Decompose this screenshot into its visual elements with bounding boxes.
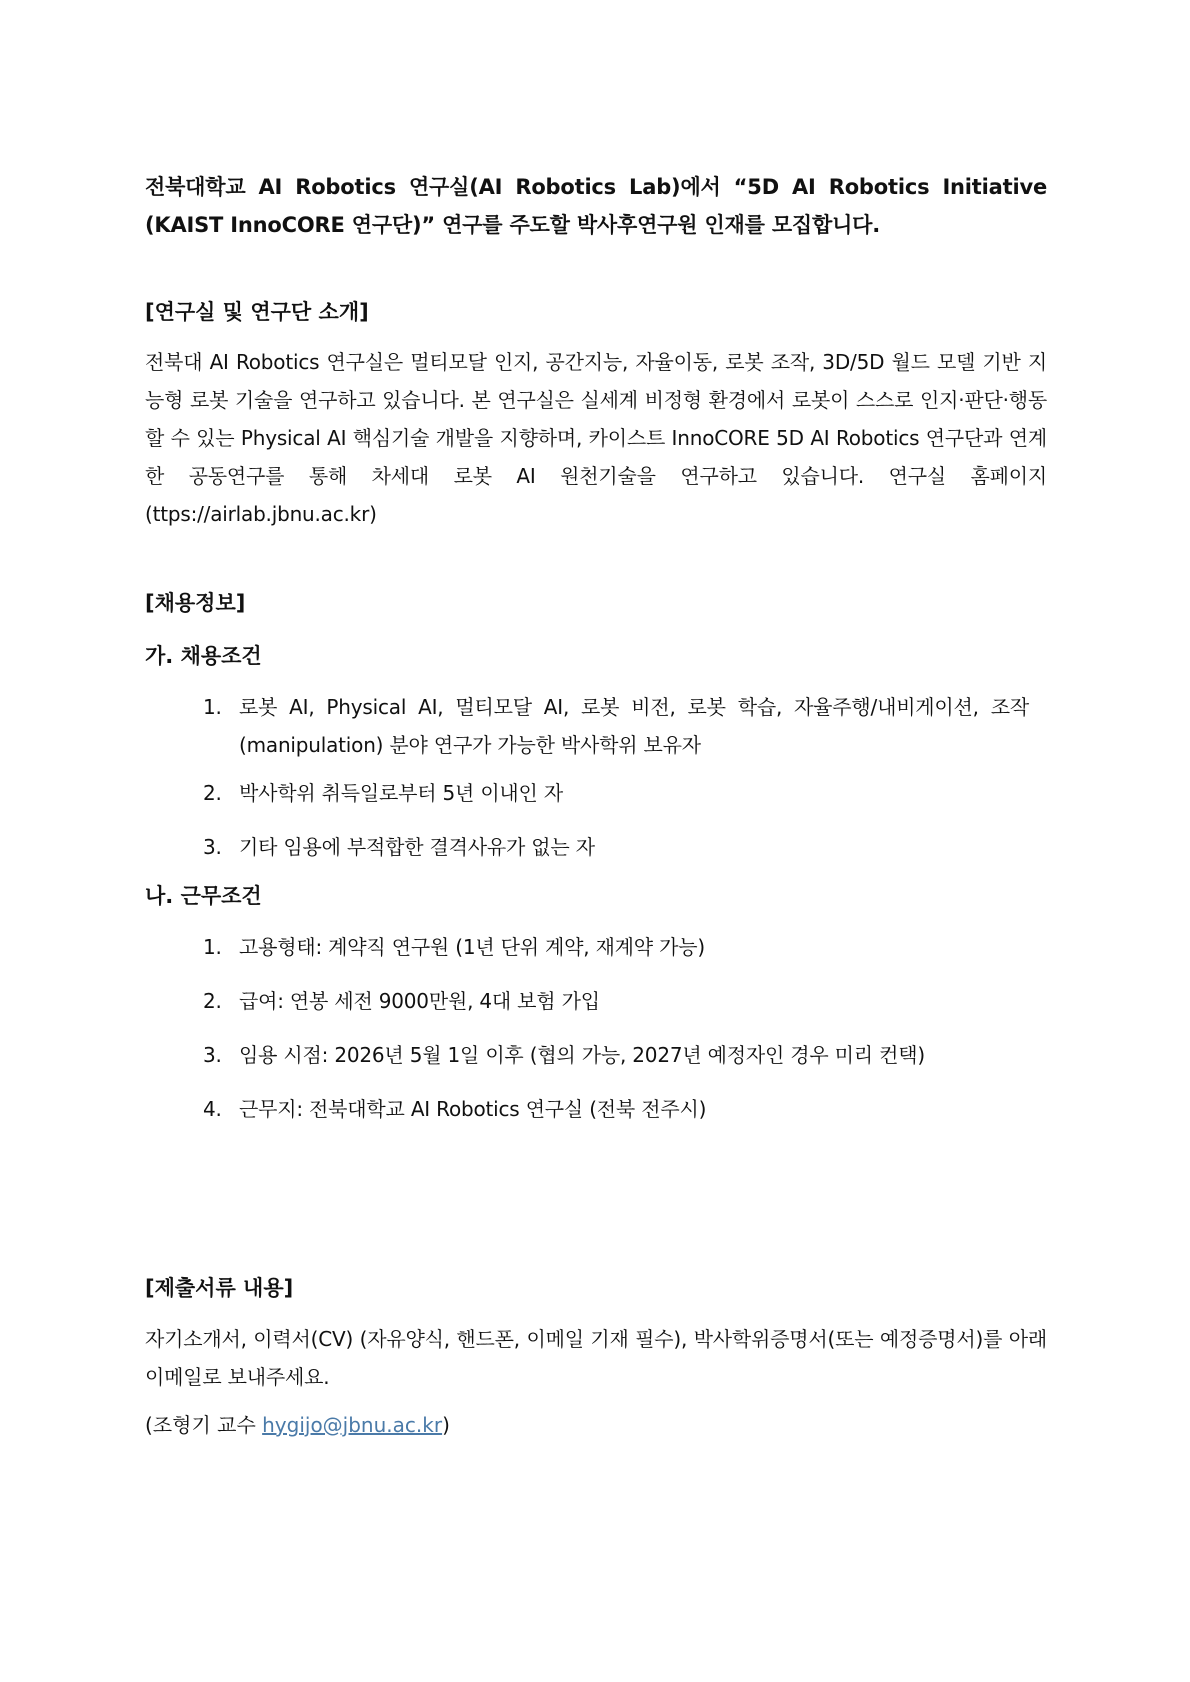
condition-item — [203, 828, 1047, 866]
subheading-conditions: 가. 채용조건 — [145, 644, 262, 668]
contact-prefix: (조형기 교수 — [145, 1413, 263, 1437]
email-link[interactable]: hygijo@jbnu.ac.kr — [262, 1413, 443, 1437]
list-number: 4. — [203, 1097, 222, 1121]
subheading-work: 나. 근무조건 — [145, 884, 262, 908]
section-title-documents: [제출서류 내용] — [145, 1276, 294, 1300]
section-title-recruit: [채용정보] — [145, 591, 246, 615]
work-item — [203, 928, 1047, 966]
list-number: 1. — [203, 935, 222, 959]
contact-suffix: ) — [442, 1413, 450, 1437]
documents-paragraph: 자기소개서, 이력서(CV) (자유양식, 핸드폰, 이메일 기재 필수), 박사학위증명서(또는 예정증명서)를 아래 이메일로 보내주세요. — [145, 1327, 1047, 1389]
list-number: 2. — [203, 989, 222, 1013]
contact-line — [145, 1406, 450, 1444]
list-text: 기타 임용에 부적합한 결격사유가 없는 자 — [239, 835, 595, 859]
list-text: 급여: 연봉 세전 9000만원, 4대 보험 가입 — [239, 989, 600, 1013]
work-item — [203, 1090, 1047, 1128]
work-item — [203, 1036, 1047, 1074]
list-text: 임용 시점: 2026년 5월 1일 이후 (협의 가능, 2027년 예정자인 경우 미리 컨택) — [239, 1043, 925, 1067]
intro-paragraph: 전북대 AI Robotics 연구실은 멀티모달 인지, 공간지능, 자율이동, 로봇 조작, 3D/5D 월드 모델 기반 지능형 로봇 기술을 연구하고 있습니다. 본 연구실은 실세계 비정형 환경에서 로봇이 스스로 인지·판단·행동할 수 있는 Physical AI 핵심기술 개발을 지향하며, 카이스트 InnoCORE 5D AI Robotics 연구단과 연계한 공동연구를 통해 차세대 로봇 AI 원천기술을 연구하고 있습니다. 연구실 홈페이지(ttps://airlab.jbnu.ac.kr) — [145, 350, 1047, 526]
list-number: 1. — [203, 695, 222, 719]
condition-item — [203, 688, 1047, 764]
list-number: 3. — [203, 1043, 222, 1067]
list-number: 2. — [203, 781, 222, 805]
work-item — [203, 982, 1047, 1020]
list-number: 3. — [203, 835, 222, 859]
list-text: 박사학위 취득일로부터 5년 이내인 자 — [239, 781, 563, 805]
announcement-headline: 전북대학교 AI Robotics 연구실(AI Robotics Lab)에서 “5D AI Robotics Initiative (KAIST InnoCORE 연구단)” 연구를 주도할 박사후연구원 인재를 모집합니다. — [145, 175, 1047, 237]
section-title-intro: [연구실 및 연구단 소개] — [145, 300, 369, 324]
list-text: 근무지: 전북대학교 AI Robotics 연구실 (전북 전주시) — [239, 1097, 707, 1121]
condition-item — [203, 774, 1047, 812]
list-text: 로봇 AI, Physical AI, 멀티모달 AI, 로봇 비전, 로봇 학습, 자율주행/내비게이션, 조작(manipulation) 분야 연구가 가능한 박사학위 보유자 — [239, 695, 1029, 757]
document-page — [145, 0, 1047, 1682]
list-text: 고용형태: 계약직 연구원 (1년 단위 계약, 재계약 가능) — [239, 935, 705, 959]
